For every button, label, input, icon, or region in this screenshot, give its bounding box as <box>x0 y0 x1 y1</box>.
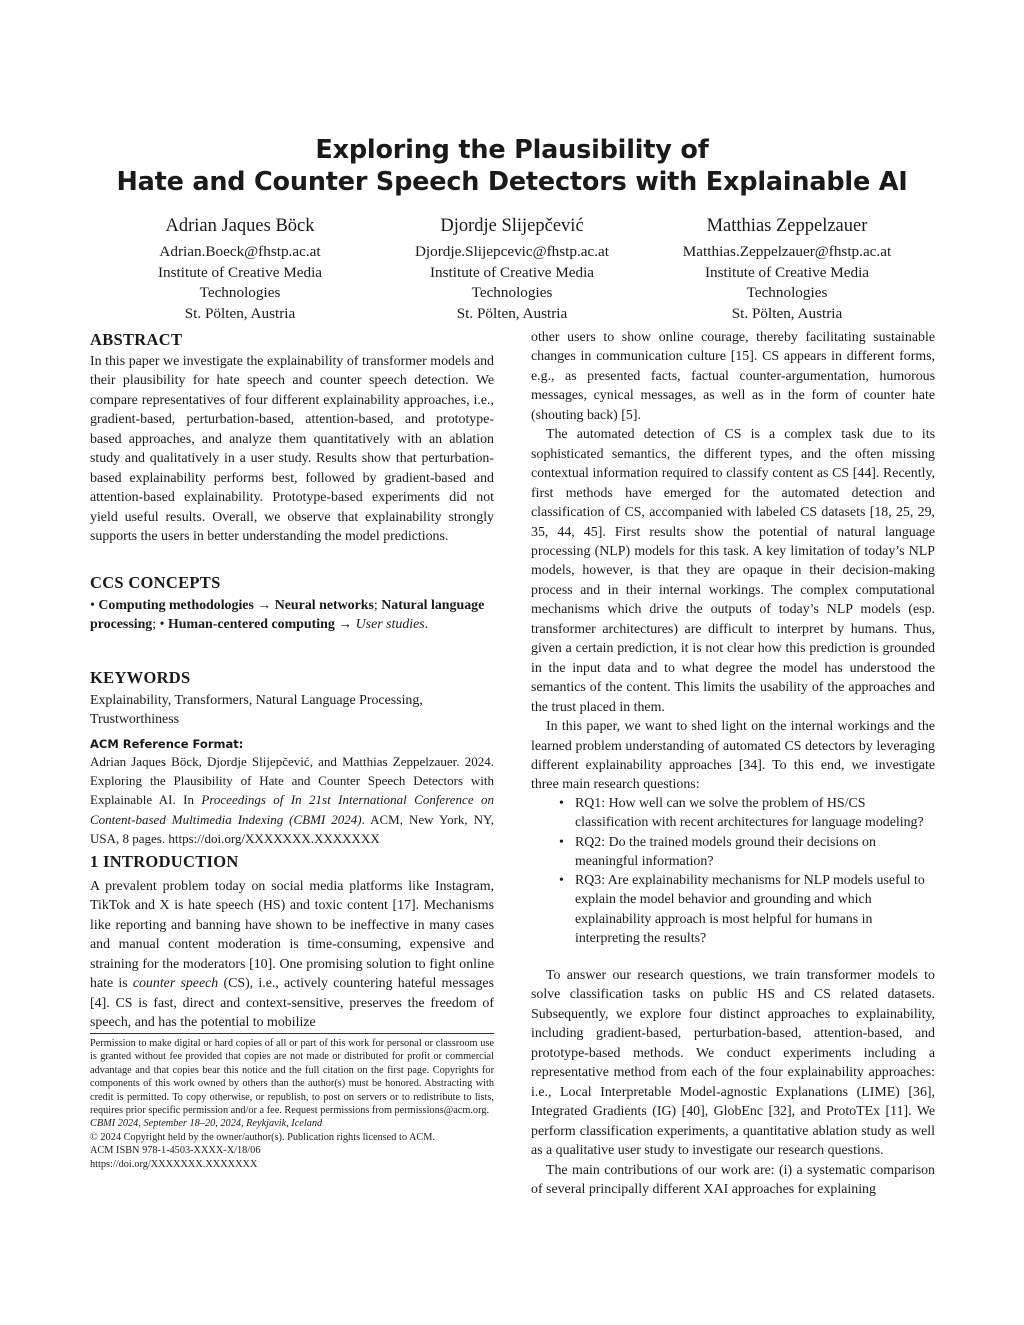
ccs-concept-1-sub: Neural networks <box>274 598 374 613</box>
ccs-concept-2: Natural language processing <box>90 598 485 633</box>
author-affiliation: Institute of Creative Media <box>429 263 595 281</box>
author-location: St. Pölten, Austria <box>731 304 843 322</box>
author-affiliation-cont: Technologies <box>746 284 828 301</box>
footnote <box>90 1037 494 1171</box>
intro-paragraph-4: To answer our research questions, we train transformer models to solve classification tasks on public HS and CS related datasets. Subsequently, we explore four distinct approaches to explainability, including gradient-based, perturbation-based, attention-based, and prototype-based methods. We conduct experiments including a representative method from each of the four explainability approaches: i.e., Local Interpretable Model-agnostic Explanations (LIME) [36], Integrated Gradients (IG) [40], GlobEnc [32], and ProtoTEx [11]. We perform classification experiments, a quantitative ablation study as well as a qualitative user study to investigate our research questions. <box>531 968 935 1159</box>
bullet-icon: • <box>559 834 564 850</box>
author-name: Adrian Jaques Böck <box>165 216 315 236</box>
author-affiliation-cont: Technologies <box>471 284 553 301</box>
bullet-icon: • <box>559 873 564 889</box>
author-affiliation: Institute of Creative Media <box>157 263 323 281</box>
title-line-2: Hate and Counter Speech Detectors with Explainable AI <box>116 167 908 197</box>
footnote-conference-text: CBMI 2024, September 18–20, 2024, Reykjavik, Iceland <box>90 1118 323 1130</box>
ccs-heading: CCS CONCEPTS <box>90 573 221 592</box>
author-name: Djordje Slijepčević <box>440 216 584 236</box>
ccs-separator: ; <box>152 617 157 633</box>
footnote-conference <box>90 1117 494 1130</box>
author-block-3 <box>637 214 937 324</box>
author-location: St. Pölten, Austria <box>184 304 296 322</box>
abstract-text <box>90 352 494 547</box>
paper-title <box>0 134 1024 198</box>
ccs-concept-1: Computing methodologies <box>98 598 254 613</box>
keywords-text <box>90 691 494 730</box>
intro-text: A prevalent problem today on social media platforms like Instagram, TikTok and X is hate speech (HS) and toxic content [17]. Mechanisms like reporting and banning have shown to be ineffective in many cases and manual content moderation is time-consuming, expensive and straining for the moderators [10]. One promising solution to fight online hate is <box>90 879 494 992</box>
footnote-copyright: © 2024 Copyright held by the owner/author(s). Publication rights licensed to ACM. <box>90 1131 436 1143</box>
author-block-1 <box>90 214 390 324</box>
title-line-1: Exploring the Plausibility of <box>315 135 709 165</box>
research-question: RQ1: How well can we solve the problem of HS/CS classification with recent architectures for language modeling? <box>575 796 924 831</box>
author-affiliation-cont: Technologies <box>199 284 281 301</box>
intro-paragraph-1-cont: other users to show online courage, thereby facilitating sustainable changes in communication culture [15]. CS appears in different forms, e.g., as presented facts, factual counter-argumentation, humorous messages, cynical messages, as well as in the form of counter hate (shouting back) [5]. <box>531 330 935 423</box>
author-email: Adrian.Boeck@fhstp.ac.at <box>159 243 321 260</box>
intro-heading: 1 INTRODUCTION <box>90 852 239 871</box>
intro-right-column <box>531 328 935 795</box>
ccs-end: . <box>424 617 429 633</box>
intro-emphasis: counter speech <box>132 976 219 992</box>
intro-paragraph-1 <box>90 877 494 1033</box>
keywords-heading: KEYWORDS <box>90 668 191 687</box>
research-questions-list <box>559 794 935 948</box>
list-item <box>559 794 935 833</box>
intro-paragraph-5: The main contributions of our work are: (i) a systematic comparison of several principally different XAI approaches for explaining <box>531 1162 935 1197</box>
intro-paragraph-3: In this paper, we want to shed light on the internal workings and the learned problem understanding of automated CS detectors by leveraging different explainability approaches [34]. To this end, we investigate three main research questions: <box>531 719 935 793</box>
acm-reference-text <box>90 752 494 848</box>
list-item <box>559 871 935 948</box>
author-location: St. Pölten, Austria <box>456 304 568 322</box>
arrow-icon: → <box>338 617 353 633</box>
arrow-icon: → <box>257 598 272 613</box>
footnote-permission: Permission to make digital or hard copies of all or part of this work for personal or classroom use is granted without fee provided that copies are not made or distributed for profit or commercial advantage and that copies bear this notice and the full citation on the first page. Copyrights for components of this work owned by others than the author(s) must be honored. Abstracting with credit is permitted. To copy otherwise, or republish, to post on servers or to redistribute to lists, requires prior specific permission and/or a fee. Request permissions from permissions@acm.org. <box>90 1038 494 1117</box>
footnote-isbn: ACM ISBN 978-1-4503-XXXX-X/18/06 <box>90 1145 261 1157</box>
acm-reference-authors: Adrian Jaques Böck, Djordje Slijepčević, and Matthias Zeppelzauer. 2024. Exploring the Plausibility of Hate and Counter Speech Detectors with Explainable AI. In <box>90 754 494 808</box>
research-question: RQ2: Do the trained models ground their decisions on meaningful information? <box>575 834 876 869</box>
acm-reference-publisher: . ACM, New York, NY, USA, 8 pages. https://doi.org/XXXXXXX.XXXXXXX <box>90 811 494 846</box>
ccs-bullet: • <box>90 598 95 613</box>
ccs-separator: ; <box>373 598 378 613</box>
ccs-concept-3: Human-centered computing <box>167 617 335 633</box>
bullet-icon: • <box>559 796 564 811</box>
author-email: Djordje.Slijepcevic@fhstp.ac.at <box>414 243 610 260</box>
intro-text: (CS), i.e., actively countering hateful messages [4]. CS is fast, direct and context-sensitive, preserves the freedom of speech, and has the potential to mobilize <box>90 976 495 1031</box>
author-name: Matthias Zeppelzauer <box>706 216 868 236</box>
author-block-2 <box>362 214 662 324</box>
list-item <box>559 833 935 872</box>
abstract-heading: ABSTRACT <box>90 330 183 349</box>
ccs-concept-3-sub: User studies <box>355 617 425 633</box>
intro-right-column-2 <box>531 966 935 1199</box>
acm-reference-venue: Proceedings of In 21st International Conference on Content-based Multimedia Indexing (CBMI 2024) <box>90 792 494 827</box>
keywords-list: Explainability, Transformers, Natural Language Processing, Trustworthiness <box>90 693 423 728</box>
author-email: Matthias.Zeppelzauer@fhstp.ac.at <box>682 243 892 260</box>
acm-reference-heading: ACM Reference Format: <box>90 737 244 751</box>
ccs-concepts <box>90 596 494 635</box>
research-question: RQ3: Are explainability mechanisms for NLP models useful to explain the model behavior and grounding and which explainability approach is most helpful for humans in interpreting the results? <box>575 873 925 947</box>
footnote-doi: https://doi.org/XXXXXXX.XXXXXXX <box>90 1158 258 1170</box>
footnote-divider <box>90 1033 494 1034</box>
ccs-bullet: • <box>159 617 165 633</box>
author-affiliation: Institute of Creative Media <box>704 263 870 281</box>
intro-paragraph-2: The automated detection of CS is a complex task due to its sophisticated semantics, the different types, and the often missing contextual information required to classify content as CS [44]. Recently, first methods have emerged for the automated detection and classification of CS, accompanied with labeled CS datasets [18, 25, 29, 35, 44, 45]. First results show the potential of natural language processing (NLP) models for this task. A key limitation of today’s NLP models, however, is that they are opaque in their decision-making process and in their internal workings. The complex computational mechanisms which drive the outputs of today’s NLP models (esp. transformer architectures) are difficult to interpret by humans. Thus, given a certain prediction, it is not clear how this prediction is grounded in the input data and to what degree the model has understood the semantics of the content. This limits the usability of the approaches and the trust placed in them. <box>531 427 935 715</box>
abstract-paragraph: In this paper we investigate the explainability of transformer models and their plausibility for hate speech and counter speech detection. We compare representatives of four different explainability approaches, i.e., gradient-based, perturbation-based, attention-based, and prototype-based approaches, and analyze them quantitatively with an ablation study and qualitatively in a user study. Results show that perturbation-based explainability performs best, followed by gradient-based and attention-based explainability. Prototype-based experiments did not yield useful results. Overall, we observe that explainability strongly supports the users in better understanding the model predictions. <box>90 354 494 545</box>
